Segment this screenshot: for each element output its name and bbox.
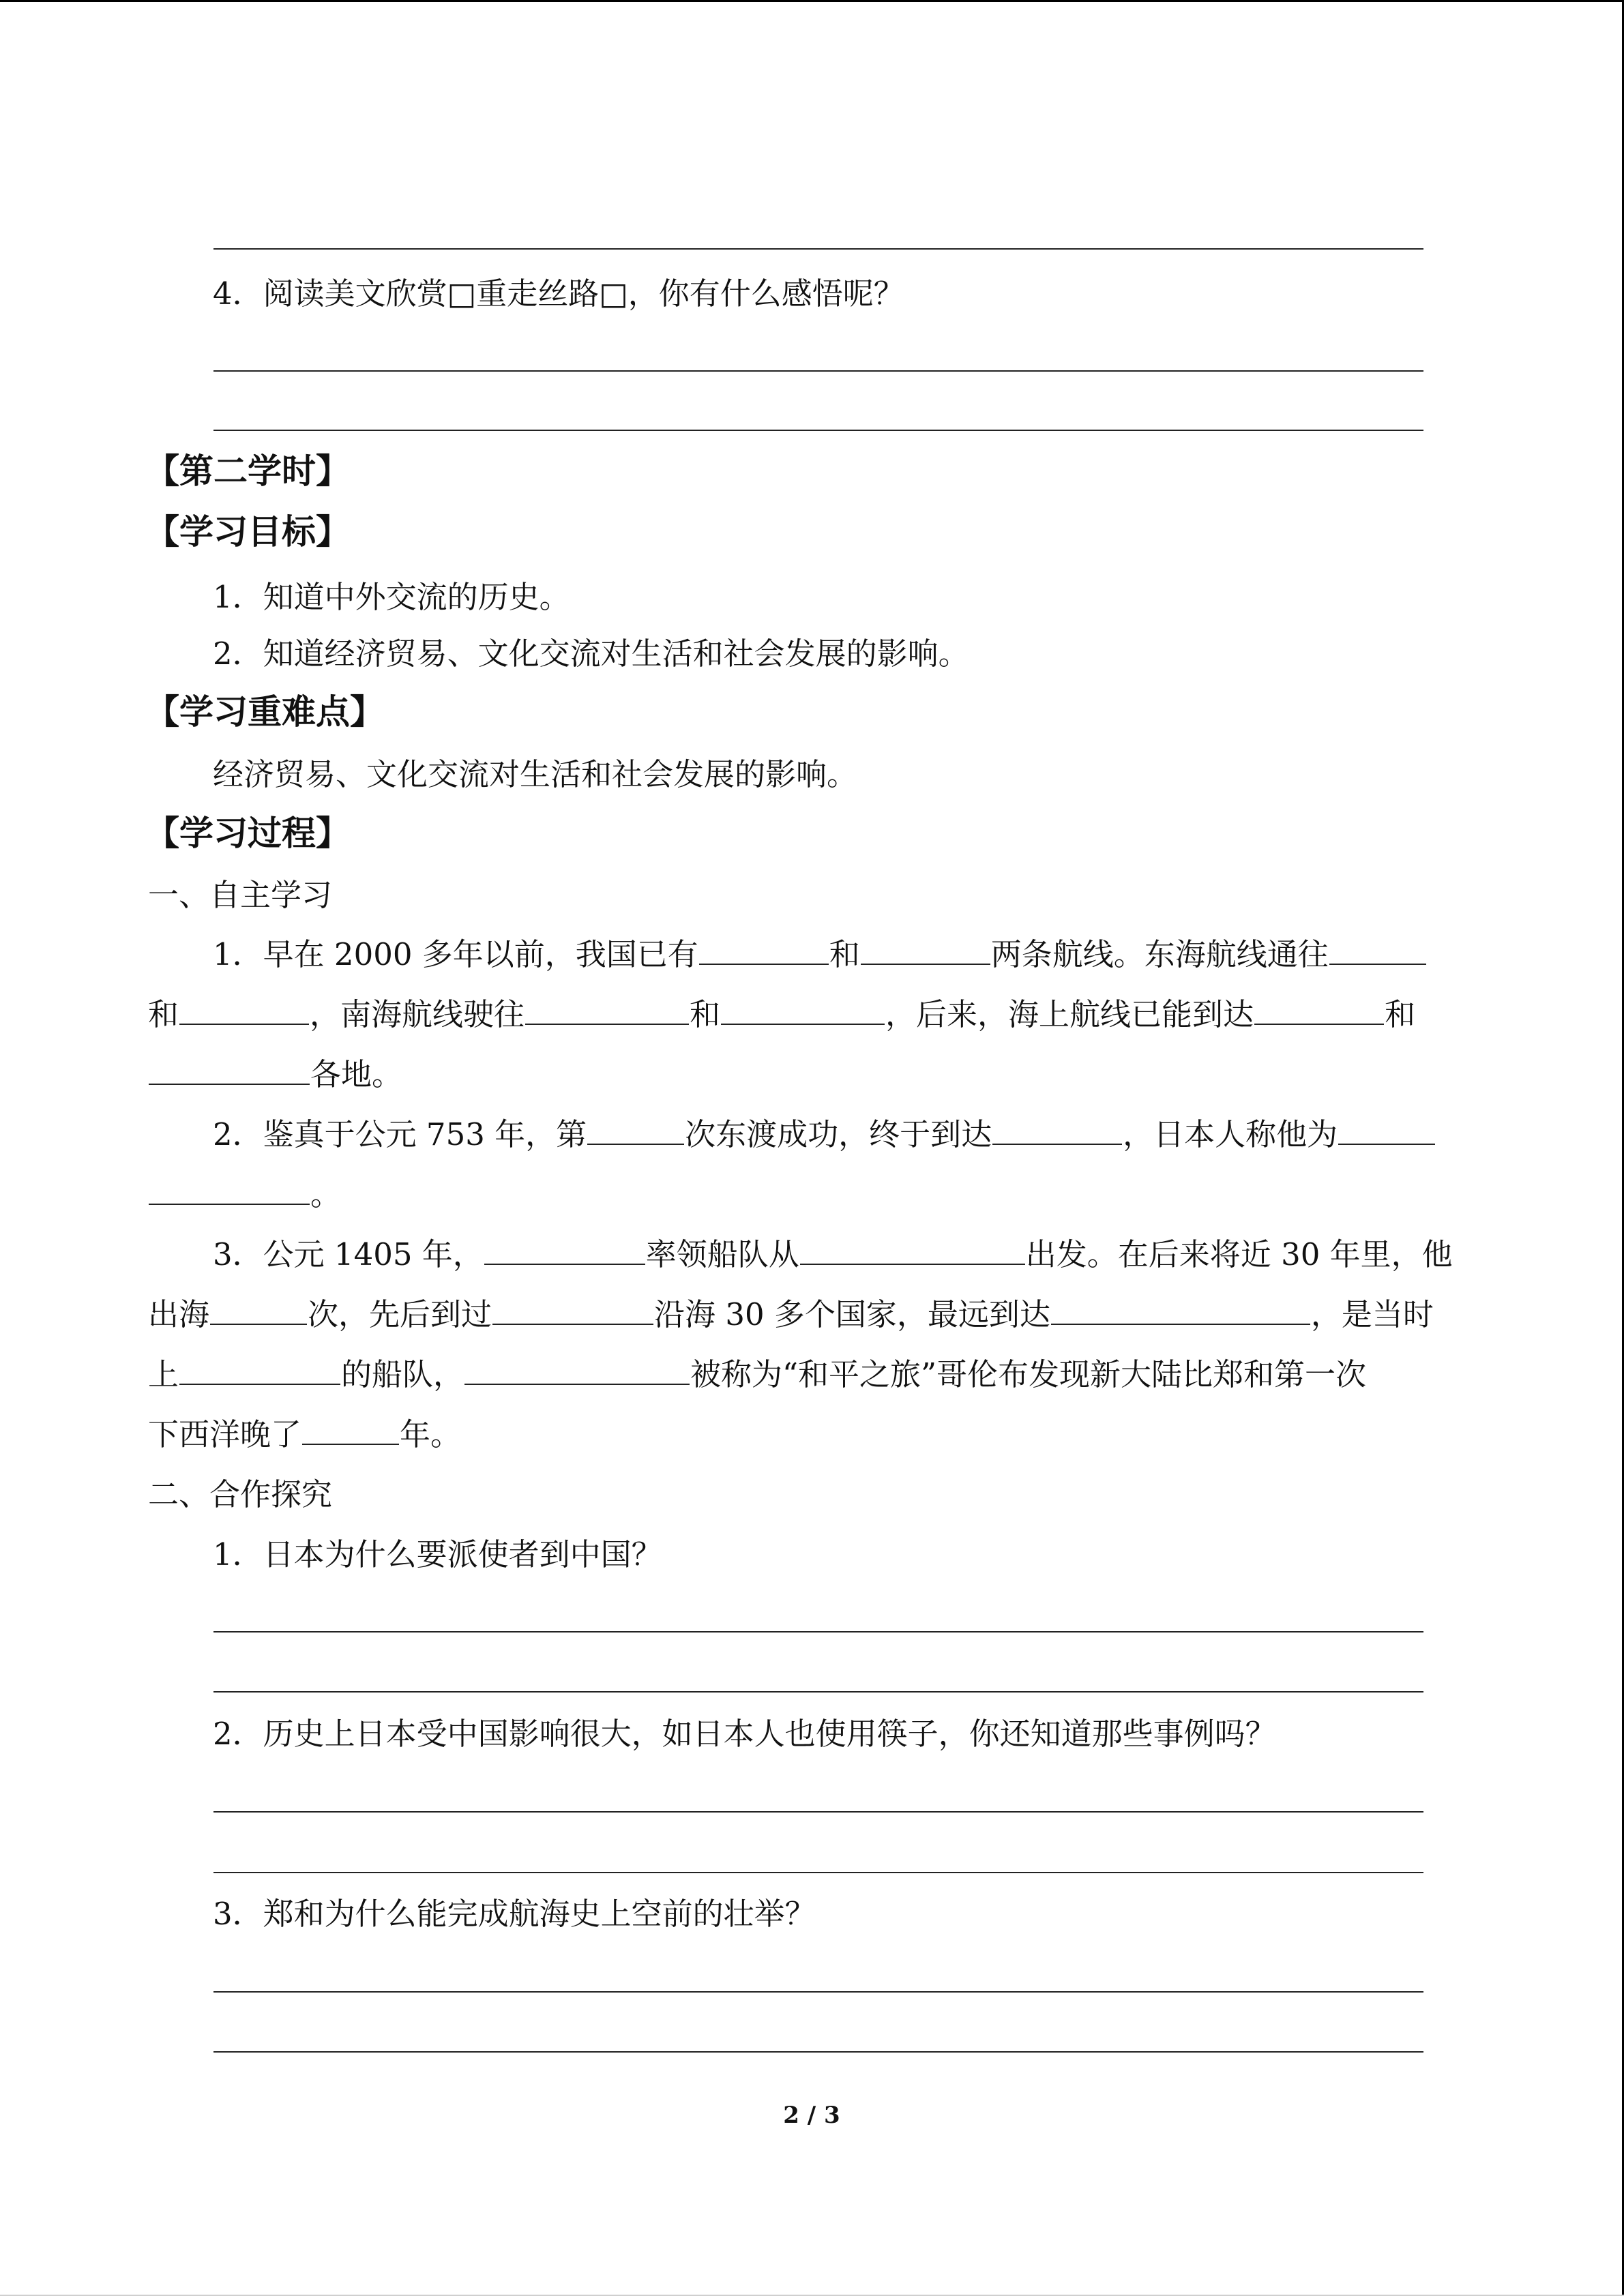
fill-blank[interactable] — [179, 1356, 340, 1385]
answer-line[interactable] — [213, 1991, 1423, 1993]
answer-line[interactable] — [213, 248, 1423, 250]
fill-blank[interactable] — [699, 936, 829, 965]
answer-line[interactable] — [213, 1872, 1423, 1873]
fill-blank[interactable] — [302, 1416, 399, 1445]
fill-blank[interactable] — [1051, 1296, 1310, 1325]
heading-key-points: 【学习重难点】 — [145, 692, 384, 732]
fill-question-1-line-3: 各地。 — [148, 1054, 402, 1095]
inquiry-question-2: 2．历史上日本受中国影响很大，如日本人也使用筷子，你还知道那些事例吗？ — [213, 1716, 1276, 1752]
inquiry-question-1: 1．日本为什么要派使者到中国？ — [213, 1536, 662, 1572]
fill-question-3-line-2: 出海 次，先后到过 沿海 30 多个国家，最远到达 ，是当时 — [148, 1296, 1434, 1332]
answer-line[interactable] — [213, 2051, 1423, 2053]
answer-line[interactable] — [213, 1631, 1423, 1632]
missing-glyph-box: □ — [447, 275, 477, 312]
heading-learning-goals: 【学习目标】 — [145, 512, 350, 552]
heading-learning-process: 【学习过程】 — [145, 814, 350, 853]
answer-line[interactable] — [213, 370, 1423, 372]
fill-blank[interactable] — [179, 996, 309, 1025]
page-frame-top — [0, 0, 1624, 2]
fill-blank[interactable] — [210, 1296, 307, 1325]
fill-question-1: 1．早在 2000 多年以前，我国已有 和 两条航线。东海航线通往 — [213, 934, 1427, 975]
fill-question-1-line-2: 和 ，南海航线驶往 和 ，后来，海上航线已能到达 和 — [148, 996, 1416, 1032]
fill-blank[interactable] — [484, 1236, 645, 1265]
heading-second-period: 【第二学时】 — [145, 451, 350, 491]
fill-blank[interactable] — [1254, 996, 1384, 1025]
inquiry-question-3: 3．郑和为什么能完成航海史上空前的壮举？ — [213, 1896, 816, 1932]
key-points-text: 经济贸易、文化交流对生活和社会发展的影响。 — [213, 756, 858, 792]
fill-question-2: 2．鉴真于公元 753 年，第 次东渡成功，终于到达 ，日本人称他为 — [213, 1114, 1436, 1155]
section-self-study: 一、自主学习 — [148, 877, 333, 913]
question-4: 4．阅读美文欣赏□重走丝路□，你有什么感悟呢？ — [213, 275, 904, 312]
fill-blank[interactable] — [587, 1116, 684, 1145]
fill-blank[interactable] — [721, 996, 885, 1025]
answer-line[interactable] — [213, 1811, 1423, 1813]
answer-line[interactable] — [213, 430, 1423, 431]
fill-question-3: 3．公元 1405 年， 率领船队从 出发。在后来将近 30 年里，他 — [213, 1236, 1453, 1272]
section-cooperative-inquiry: 二、合作探究 — [148, 1476, 333, 1512]
fill-question-3-line-3: 上 的船队， 被称为“和平之旅”哥伦布发现新大陆比郑和第一次 — [148, 1356, 1367, 1392]
fill-blank[interactable] — [1329, 936, 1426, 965]
fill-question-3-line-4: 下西洋晚了 年。 — [148, 1416, 462, 1452]
fill-blank[interactable] — [149, 1176, 310, 1205]
missing-glyph-box: □ — [599, 275, 628, 312]
fill-blank[interactable] — [525, 996, 689, 1025]
fill-blank[interactable] — [1338, 1116, 1435, 1145]
goal-item: 1．知道中外交流的历史。 — [213, 579, 570, 615]
fill-blank[interactable] — [861, 936, 990, 965]
page-number: 2 / 3 — [783, 2102, 840, 2129]
fill-question-2-line-2: 。 — [148, 1174, 341, 1215]
answer-line[interactable] — [213, 1691, 1423, 1693]
goal-item: 2．知道经济贸易、文化交流对生活和社会发展的影响。 — [213, 636, 969, 672]
fill-blank[interactable] — [492, 1296, 653, 1325]
fill-blank[interactable] — [464, 1356, 690, 1385]
fill-blank[interactable] — [149, 1056, 310, 1085]
fill-blank[interactable] — [800, 1236, 1025, 1265]
fill-blank[interactable] — [992, 1116, 1122, 1145]
